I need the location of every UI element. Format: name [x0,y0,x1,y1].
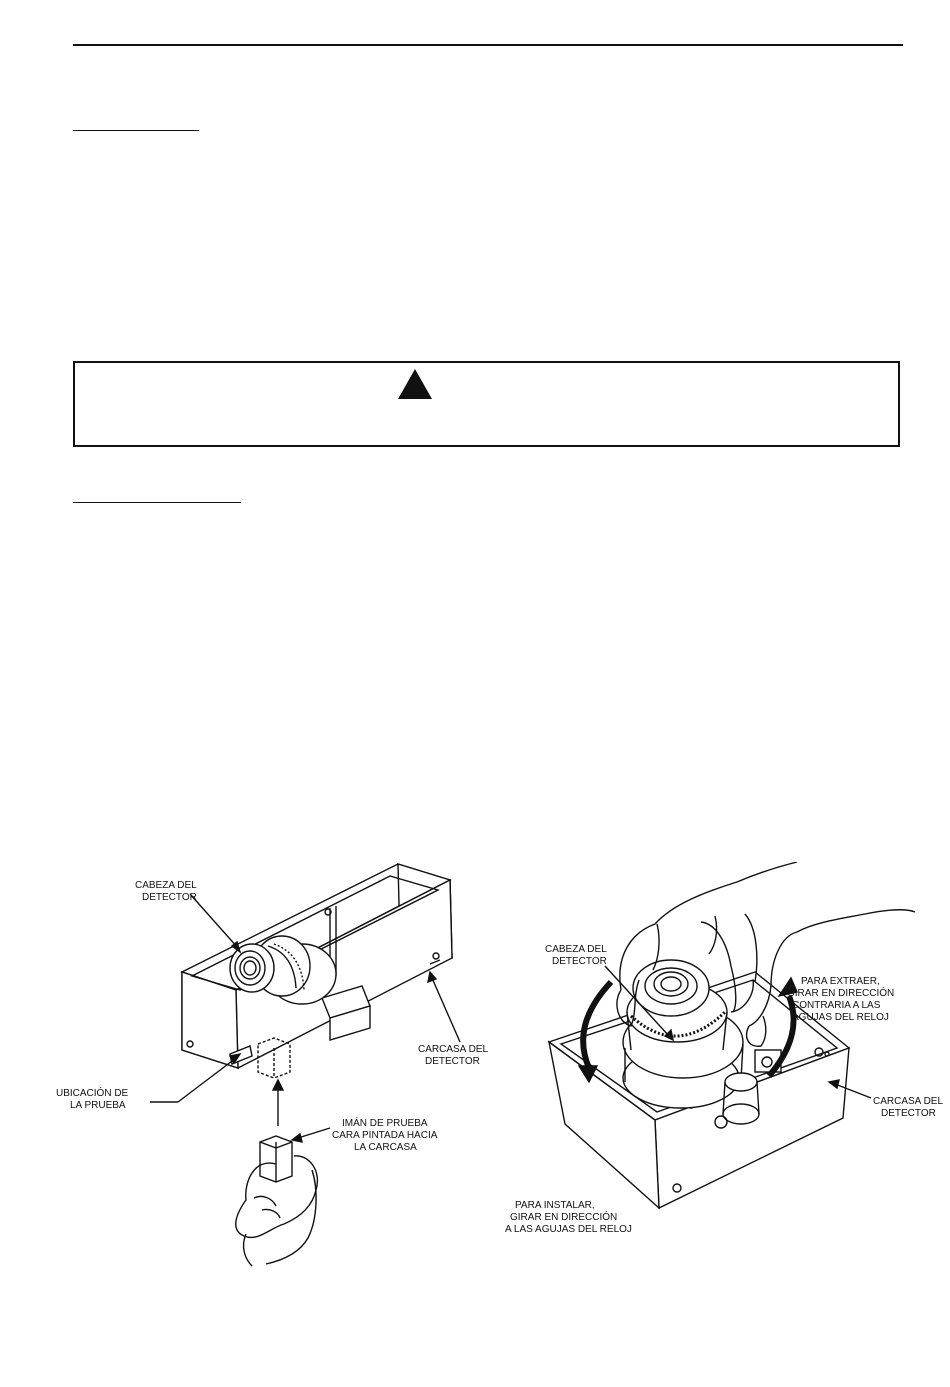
figure-right-remove-install [505,862,945,1272]
label-left-head-1: CABEZA DEL [135,880,197,891]
figure-left-test-location [40,858,500,1268]
label-right-head-2: DETECTOR [552,956,607,967]
label-left-test-1: UBICACIÓN DE [56,1088,129,1099]
label-right-housing-1: CARCASA DEL [873,1096,944,1107]
warning-box [73,361,900,447]
label-right-install-3: A LAS AGUJAS DEL RELOJ [505,1224,632,1235]
label-right-head-1: CABEZA DEL [545,944,607,955]
label-left-magnet-3: LA CARCASA [354,1142,417,1153]
label-left-head-2: DETECTOR [142,892,197,903]
label-right-remove-2: GIRAR EN DIRECCIÓN [787,988,895,999]
label-right-remove-4: AGUJAS DEL RELOJ [792,1012,889,1023]
label-right-remove-1: PARA EXTRAER, [801,976,880,987]
warning-triangle-icon [397,368,433,400]
label-right-remove-3: CONTRARIA A LAS [792,1000,881,1011]
label-left-housing-1: CARCASA DEL [418,1044,489,1055]
label-right-install-2: GIRAR EN DIRECCIÓN [510,1212,618,1223]
label-left-magnet-2: CARA PINTADA HACIA [332,1130,438,1141]
section-heading-underline-2 [73,502,241,503]
label-right-housing-2: DETECTOR [881,1108,936,1119]
section-heading-underline-1 [73,130,199,131]
label-left-test-2: LA PRUEBA [70,1100,126,1111]
header-rule [73,44,903,46]
label-right-install-1: PARA INSTALAR, [515,1200,595,1211]
label-left-magnet-1: IMÁN DE PRUEBA [342,1118,428,1129]
label-left-housing-2: DETECTOR [425,1056,480,1067]
